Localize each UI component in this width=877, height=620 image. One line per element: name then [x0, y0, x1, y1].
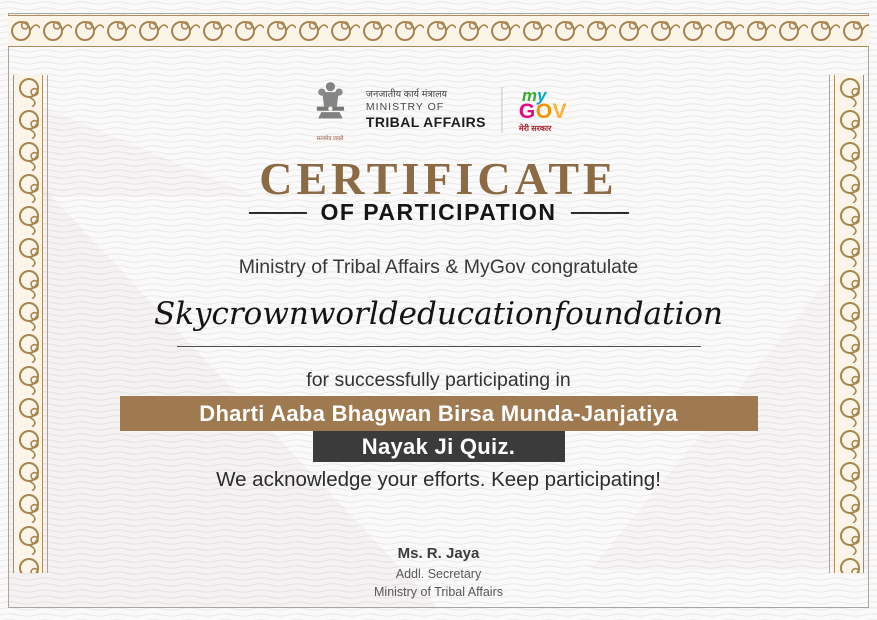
ornate-border-left: [13, 75, 43, 573]
ashoka-emblem-icon: [310, 78, 350, 128]
national-emblem: [310, 78, 350, 142]
subtitle-dash-right: [571, 212, 629, 214]
mygov-letter-y: y: [536, 86, 547, 105]
mygov-letter-o: O: [535, 100, 553, 123]
ministry-of-label: MINISTRY OF: [365, 100, 445, 113]
certificate-subtitle: OF PARTICIPATION: [320, 199, 557, 225]
quiz-name-bar-line1: Dharti Aaba Bhagwan Birsa Munda-Janjatiya: [120, 396, 758, 431]
ornate-border-top: [8, 15, 869, 47]
subtitle-dash-left: [248, 212, 306, 214]
tribal-affairs-label: TRIBAL AFFAIRS: [365, 113, 486, 130]
signatory-org: Ministry of Tribal Affairs: [374, 584, 503, 599]
mygov-gov-text: [519, 101, 567, 122]
recipient-name: Skycrownworldeducationfoundation: [153, 296, 724, 332]
certificate-title: CERTIFICATE: [259, 153, 618, 204]
signature-block: [374, 543, 503, 601]
participation-line: for successfully participating in: [306, 369, 571, 391]
mygov-tagline: मेरी सरकार: [518, 124, 552, 133]
emblem-motto: सत्यमेव जयते: [316, 136, 344, 142]
mygov-letter-v: V: [552, 100, 568, 123]
signatory-title: Addl. Secretary: [395, 566, 482, 581]
mygov-letter-g: G: [518, 100, 536, 123]
quiz-name-bar-line2: Nayak Ji Quiz.: [313, 431, 565, 462]
logo-divider: [502, 87, 503, 133]
mygov-logo: [519, 87, 567, 133]
ministry-logo-text: [366, 89, 486, 132]
gold-hairline-right: [829, 75, 830, 573]
header-logos: [310, 78, 567, 142]
ornate-border-right: [834, 75, 864, 573]
ministry-hindi-label: जनजातीय कार्य मंत्रालय: [365, 88, 448, 100]
mygov-letter-m: m: [521, 86, 537, 105]
recipient-underline: [177, 346, 701, 347]
signatory-name: Ms. R. Jaya: [397, 545, 480, 562]
certificate-subtitle-row: [248, 199, 628, 226]
closing-line: We acknowledge your efforts. Keep participating!: [216, 468, 661, 491]
congratulate-line: Ministry of Tribal Affairs & MyGov congratulate: [238, 256, 639, 278]
gold-hairline-left: [47, 75, 48, 573]
